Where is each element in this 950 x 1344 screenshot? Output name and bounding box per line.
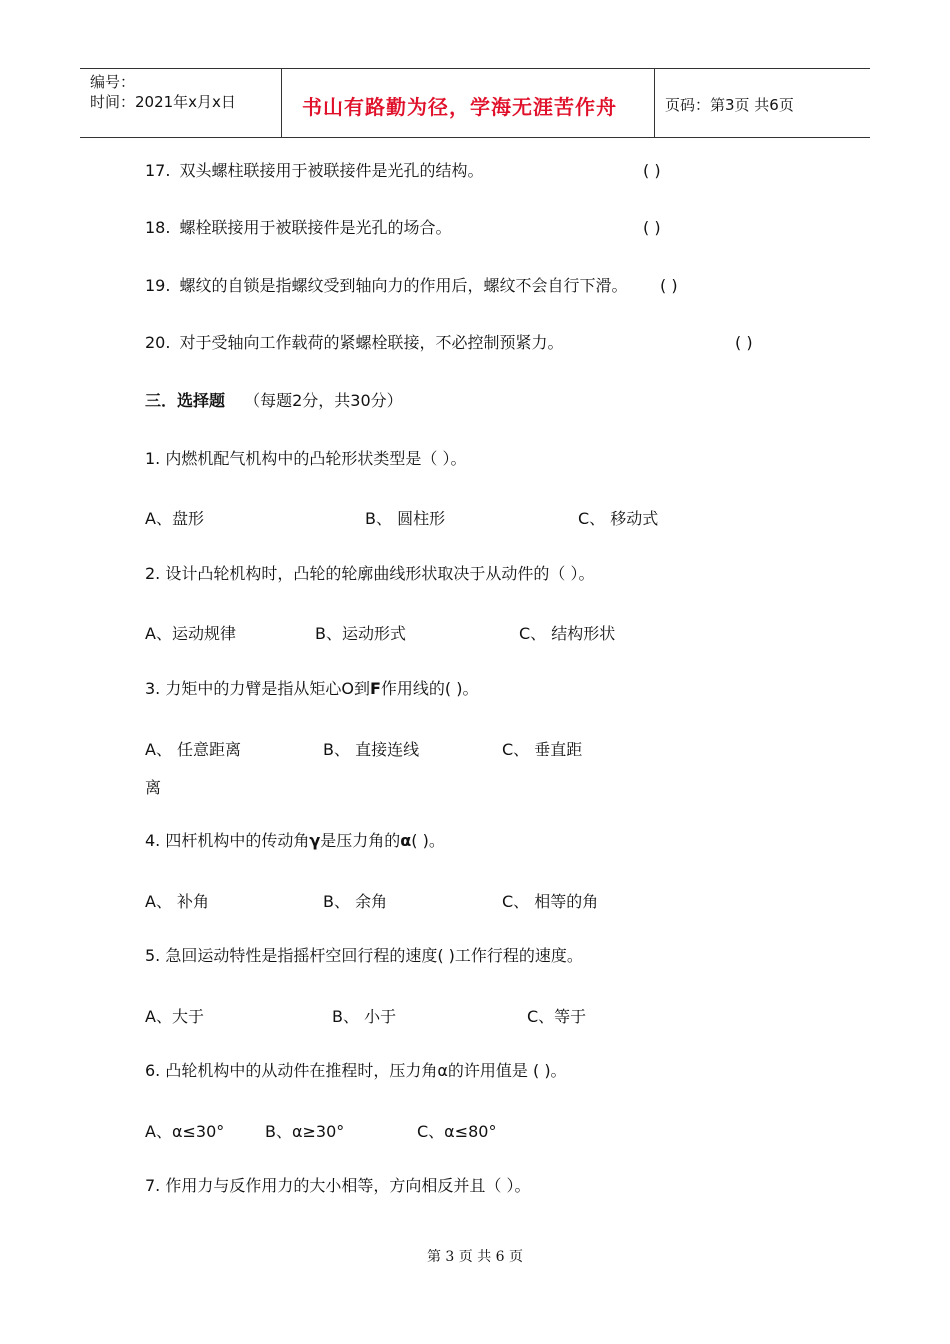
question-1-option-c: C、 移动式 bbox=[578, 509, 659, 528]
answer-parentheses: ( ) bbox=[660, 276, 678, 295]
question-2-option-a: A、运动规律 bbox=[145, 624, 236, 643]
item-number: 19. bbox=[145, 276, 171, 295]
header-divider bbox=[281, 69, 282, 137]
stem-text: ( )。 bbox=[411, 831, 445, 850]
answer-parentheses: ( ) bbox=[643, 218, 661, 237]
question-3-stem bbox=[145, 679, 478, 699]
document-time-label: 时间：2021年x月x日 bbox=[90, 93, 236, 111]
question-7-stem: 7. 作用力与反作用力的大小相等，方向相反并且（ ）。 bbox=[145, 1176, 531, 1195]
question-5-option-a: A、大于 bbox=[145, 1007, 204, 1026]
question-5-option-b: B、 小于 bbox=[332, 1007, 397, 1026]
question-2-option-c: C、 结构形状 bbox=[519, 624, 616, 643]
item-text: 螺纹的自锁是指螺纹受到轴向力的作用后，螺纹不会自行下滑。 bbox=[179, 276, 628, 295]
question-2-stem: 2. 设计凸轮机构时，凸轮的轮廓曲线形状取决于从动件的（ ）。 bbox=[145, 564, 595, 583]
tf-item-19 bbox=[145, 276, 628, 296]
question-3-option-c: C、 垂直距 bbox=[502, 740, 583, 759]
question-3-option-c-wrap: 离 bbox=[145, 778, 162, 797]
question-4-option-a: A、 补角 bbox=[145, 892, 210, 911]
question-1-option-a: A、盘形 bbox=[145, 509, 204, 528]
header-meta bbox=[90, 72, 236, 112]
question-6-option-c: C、α≤80° bbox=[417, 1122, 497, 1141]
question-6-option-a: A、α≤30° bbox=[145, 1122, 225, 1141]
header-motto: 书山有路勤为径，学海无涯苦作舟 bbox=[302, 95, 617, 119]
item-number: 17. bbox=[145, 161, 171, 180]
question-4-stem bbox=[145, 831, 445, 851]
page-footer: 第 3 页 共 6 页 bbox=[426, 1249, 524, 1265]
question-6-stem: 6. 凸轮机构中的从动件在推程时，压力角α的许用值是 ( )。 bbox=[145, 1061, 567, 1080]
stem-text: 4. 四杆机构中的传动角 bbox=[145, 831, 310, 850]
answer-parentheses: ( ) bbox=[735, 333, 753, 352]
page-header bbox=[80, 68, 870, 138]
section-note: （每题2分，共30分） bbox=[244, 391, 403, 410]
stem-text: 3. 力矩中的力臂是指从矩心O到 bbox=[145, 679, 370, 698]
alpha-symbol: α bbox=[400, 831, 412, 850]
gamma-symbol: γ bbox=[309, 831, 321, 850]
item-number: 20. bbox=[145, 333, 171, 352]
question-2-option-b: B、运动形式 bbox=[315, 624, 406, 643]
question-4-option-b: B、 余角 bbox=[323, 892, 388, 911]
section-title: 三．选择题 bbox=[145, 391, 226, 410]
question-1-option-b: B、 圆柱形 bbox=[365, 509, 446, 528]
force-symbol: F bbox=[369, 679, 381, 698]
stem-text: 作用线的( )。 bbox=[380, 679, 479, 698]
header-page-number: 页码：第3页 共6页 bbox=[665, 96, 794, 114]
answer-parentheses: ( ) bbox=[643, 161, 661, 180]
question-4-option-c: C、 相等的角 bbox=[502, 892, 599, 911]
header-divider bbox=[654, 69, 655, 137]
section-heading bbox=[145, 391, 403, 411]
tf-item-17 bbox=[145, 161, 484, 181]
tf-item-20 bbox=[145, 333, 564, 353]
item-text: 对于受轴向工作载荷的紧螺栓联接，不必控制预紧力。 bbox=[179, 333, 564, 352]
item-text: 双头螺柱联接用于被联接件是光孔的结构。 bbox=[179, 161, 484, 180]
question-1-stem: 1. 内燃机配气机构中的凸轮形状类型是（ ）。 bbox=[145, 449, 467, 468]
question-6-option-b: B、α≥30° bbox=[265, 1122, 345, 1141]
item-text: 螺栓联接用于被联接件是光孔的场合。 bbox=[179, 218, 452, 237]
question-3-option-a: A、 任意距离 bbox=[145, 740, 242, 759]
question-5-option-c: C、等于 bbox=[527, 1007, 587, 1026]
question-5-stem: 5. 急回运动特性是指摇杆空回行程的速度( )工作行程的速度。 bbox=[145, 946, 583, 965]
question-3-option-b: B、 直接连线 bbox=[323, 740, 420, 759]
document-number-label: 编号： bbox=[90, 73, 136, 91]
tf-item-18 bbox=[145, 218, 452, 238]
stem-text: 是压力角的 bbox=[320, 831, 401, 850]
item-number: 18. bbox=[145, 218, 171, 237]
